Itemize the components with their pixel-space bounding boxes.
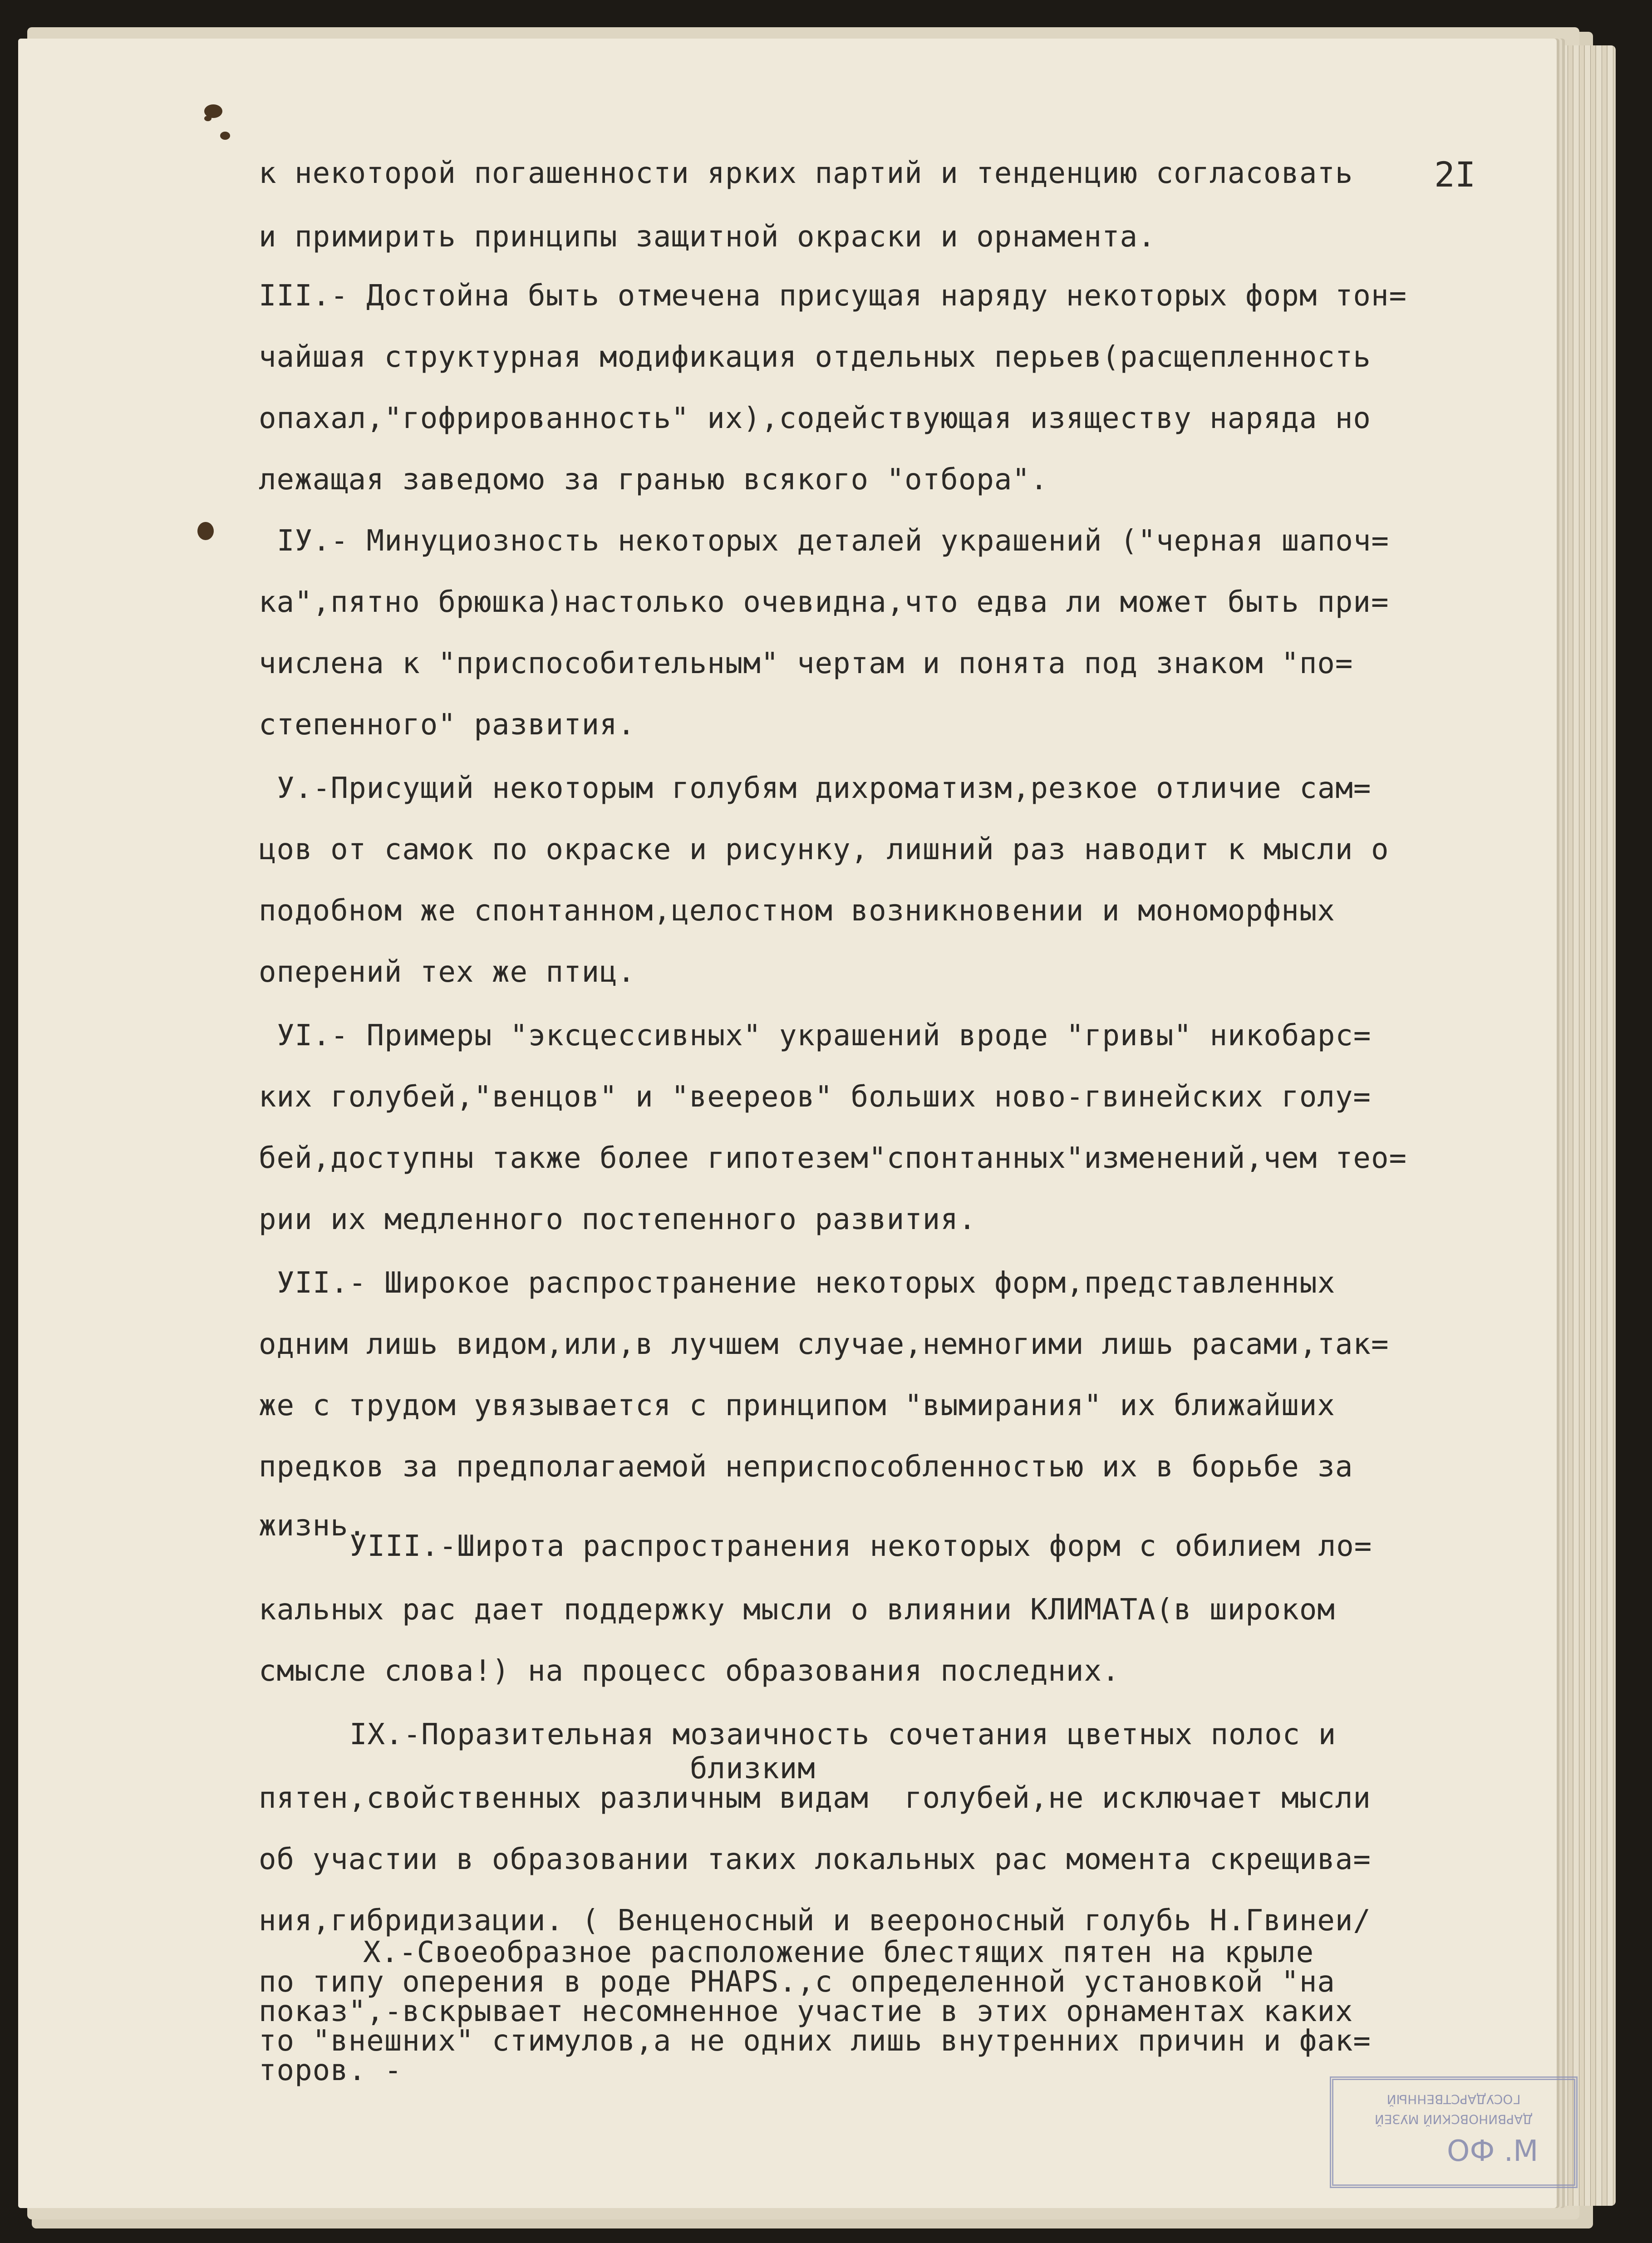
text-line: и примирить принципы защитной окраски и орнамента. (259, 220, 1156, 254)
text-line: УI.- Примеры "эксцессивных" украшений вроде "гривы" никобарс= (277, 1019, 1372, 1053)
text-line: же с трудом увязывается с принципом "вымирания" их ближайших (259, 1389, 1335, 1422)
text-line: бей,доступны также более гипотезем"спонтанных"изменений,чем тео= (259, 1141, 1407, 1175)
text-line: пятен,свойственных различным видам голубей,не исключает мысли (259, 1781, 1371, 1815)
text-line: кальных рас дает поддержку мысли о влиянии КЛИМАТА(в широком (259, 1593, 1335, 1627)
stamp-line: М. ФО (1447, 2135, 1539, 2168)
text-line: ния,гибридизации. ( Венценосный и веероносный голубь Н.Гвинеи/ (259, 1904, 1371, 1938)
text-line: торов. - (259, 2054, 403, 2087)
text-line: степенного" развития. (259, 708, 636, 742)
text-line: IX.-Поразительная мозаичность сочетания цветных полос и (349, 1718, 1337, 1751)
text-line: по типу оперения в роде PHAPS.,с определенной установкой "на (259, 1965, 1335, 1999)
museum-stamp (1330, 2076, 1578, 2188)
body-text (18, 39, 1557, 2208)
typewritten-page (18, 39, 1557, 2208)
text-line: IУ.- Минуциозность некоторых деталей украшений ("черная шапоч= (277, 524, 1389, 558)
text-line: УII.- Широкое распространение некоторых форм,представленных (277, 1266, 1336, 1300)
text-line: чайшая структурная модификация отдельных перьев(расщепленность (259, 340, 1371, 374)
text-line: Х.-Своеобразное расположение блестящих пятен на крыле (363, 1936, 1314, 1969)
text-line: одним лишь видом,или,в лучшем случае,немногими лишь расами,так= (259, 1328, 1389, 1361)
text-line: рии их медленного постепенного развития. (259, 1203, 977, 1236)
text-line: числена к "приспособительным" чертам и понята под знаком "по= (259, 647, 1353, 680)
stacked-paper-edges (1557, 45, 1616, 2206)
text-line: об участии в образовании таких локальных рас момента скрещива= (259, 1843, 1371, 1876)
text-line: III.- Достойна быть отмечена присущая наряду некоторых форм тон= (259, 279, 1407, 313)
inserted-word: близким (690, 1752, 816, 1786)
text-line: ких голубей,"венцов" и "веереов" больших ново-гвинейских голу= (259, 1080, 1371, 1114)
text-line: показ",-вскрывает несомненное участие в этих орнаментах каких (259, 1995, 1353, 2028)
text-line: то "внешних" стимулов,а не одних лишь внутренних причин и фак= (259, 2024, 1371, 2058)
text-line: жизнь. (259, 1509, 367, 1543)
text-line: ка",пятно брюшка)настолько очевидна,что едва ли может быть при= (259, 585, 1389, 619)
stamp-line: ГОСУДАРСТВЕННЫЙ (1386, 2092, 1521, 2107)
text-line: УIII.-Широта распространения некоторых форм с обилием ло= (349, 1530, 1372, 1563)
text-line: подобном же спонтанном,целостном возникновении и мономорфных (259, 894, 1335, 928)
text-line: к некоторой погашенности ярких партий и тенденцию согласовать (259, 157, 1353, 190)
text-line: предков за предполагаемой неприспособленностью их в борьбе за (259, 1450, 1353, 1484)
text-line: смысле слова!) на процесс образования последних. (259, 1654, 1120, 1688)
text-line: У.-Присущий некоторым голубям дихроматизм,резкое отличие сам= (277, 772, 1372, 805)
text-line: оперений тех же птиц. (259, 955, 636, 989)
stamp-line: ДАРВИНОВСКИЙ МУЗЕЙ (1374, 2112, 1533, 2127)
text-line: опахал,"гофрированность" их),содействующая изяществу наряда но (259, 402, 1371, 435)
text-line: цов от самок по окраске и рисунку, лишний раз наводит к мысли о (259, 833, 1389, 866)
page-number: 2I (1434, 154, 1476, 195)
text-line: лежащая заведомо за гранью всякого "отбора". (259, 463, 1048, 497)
